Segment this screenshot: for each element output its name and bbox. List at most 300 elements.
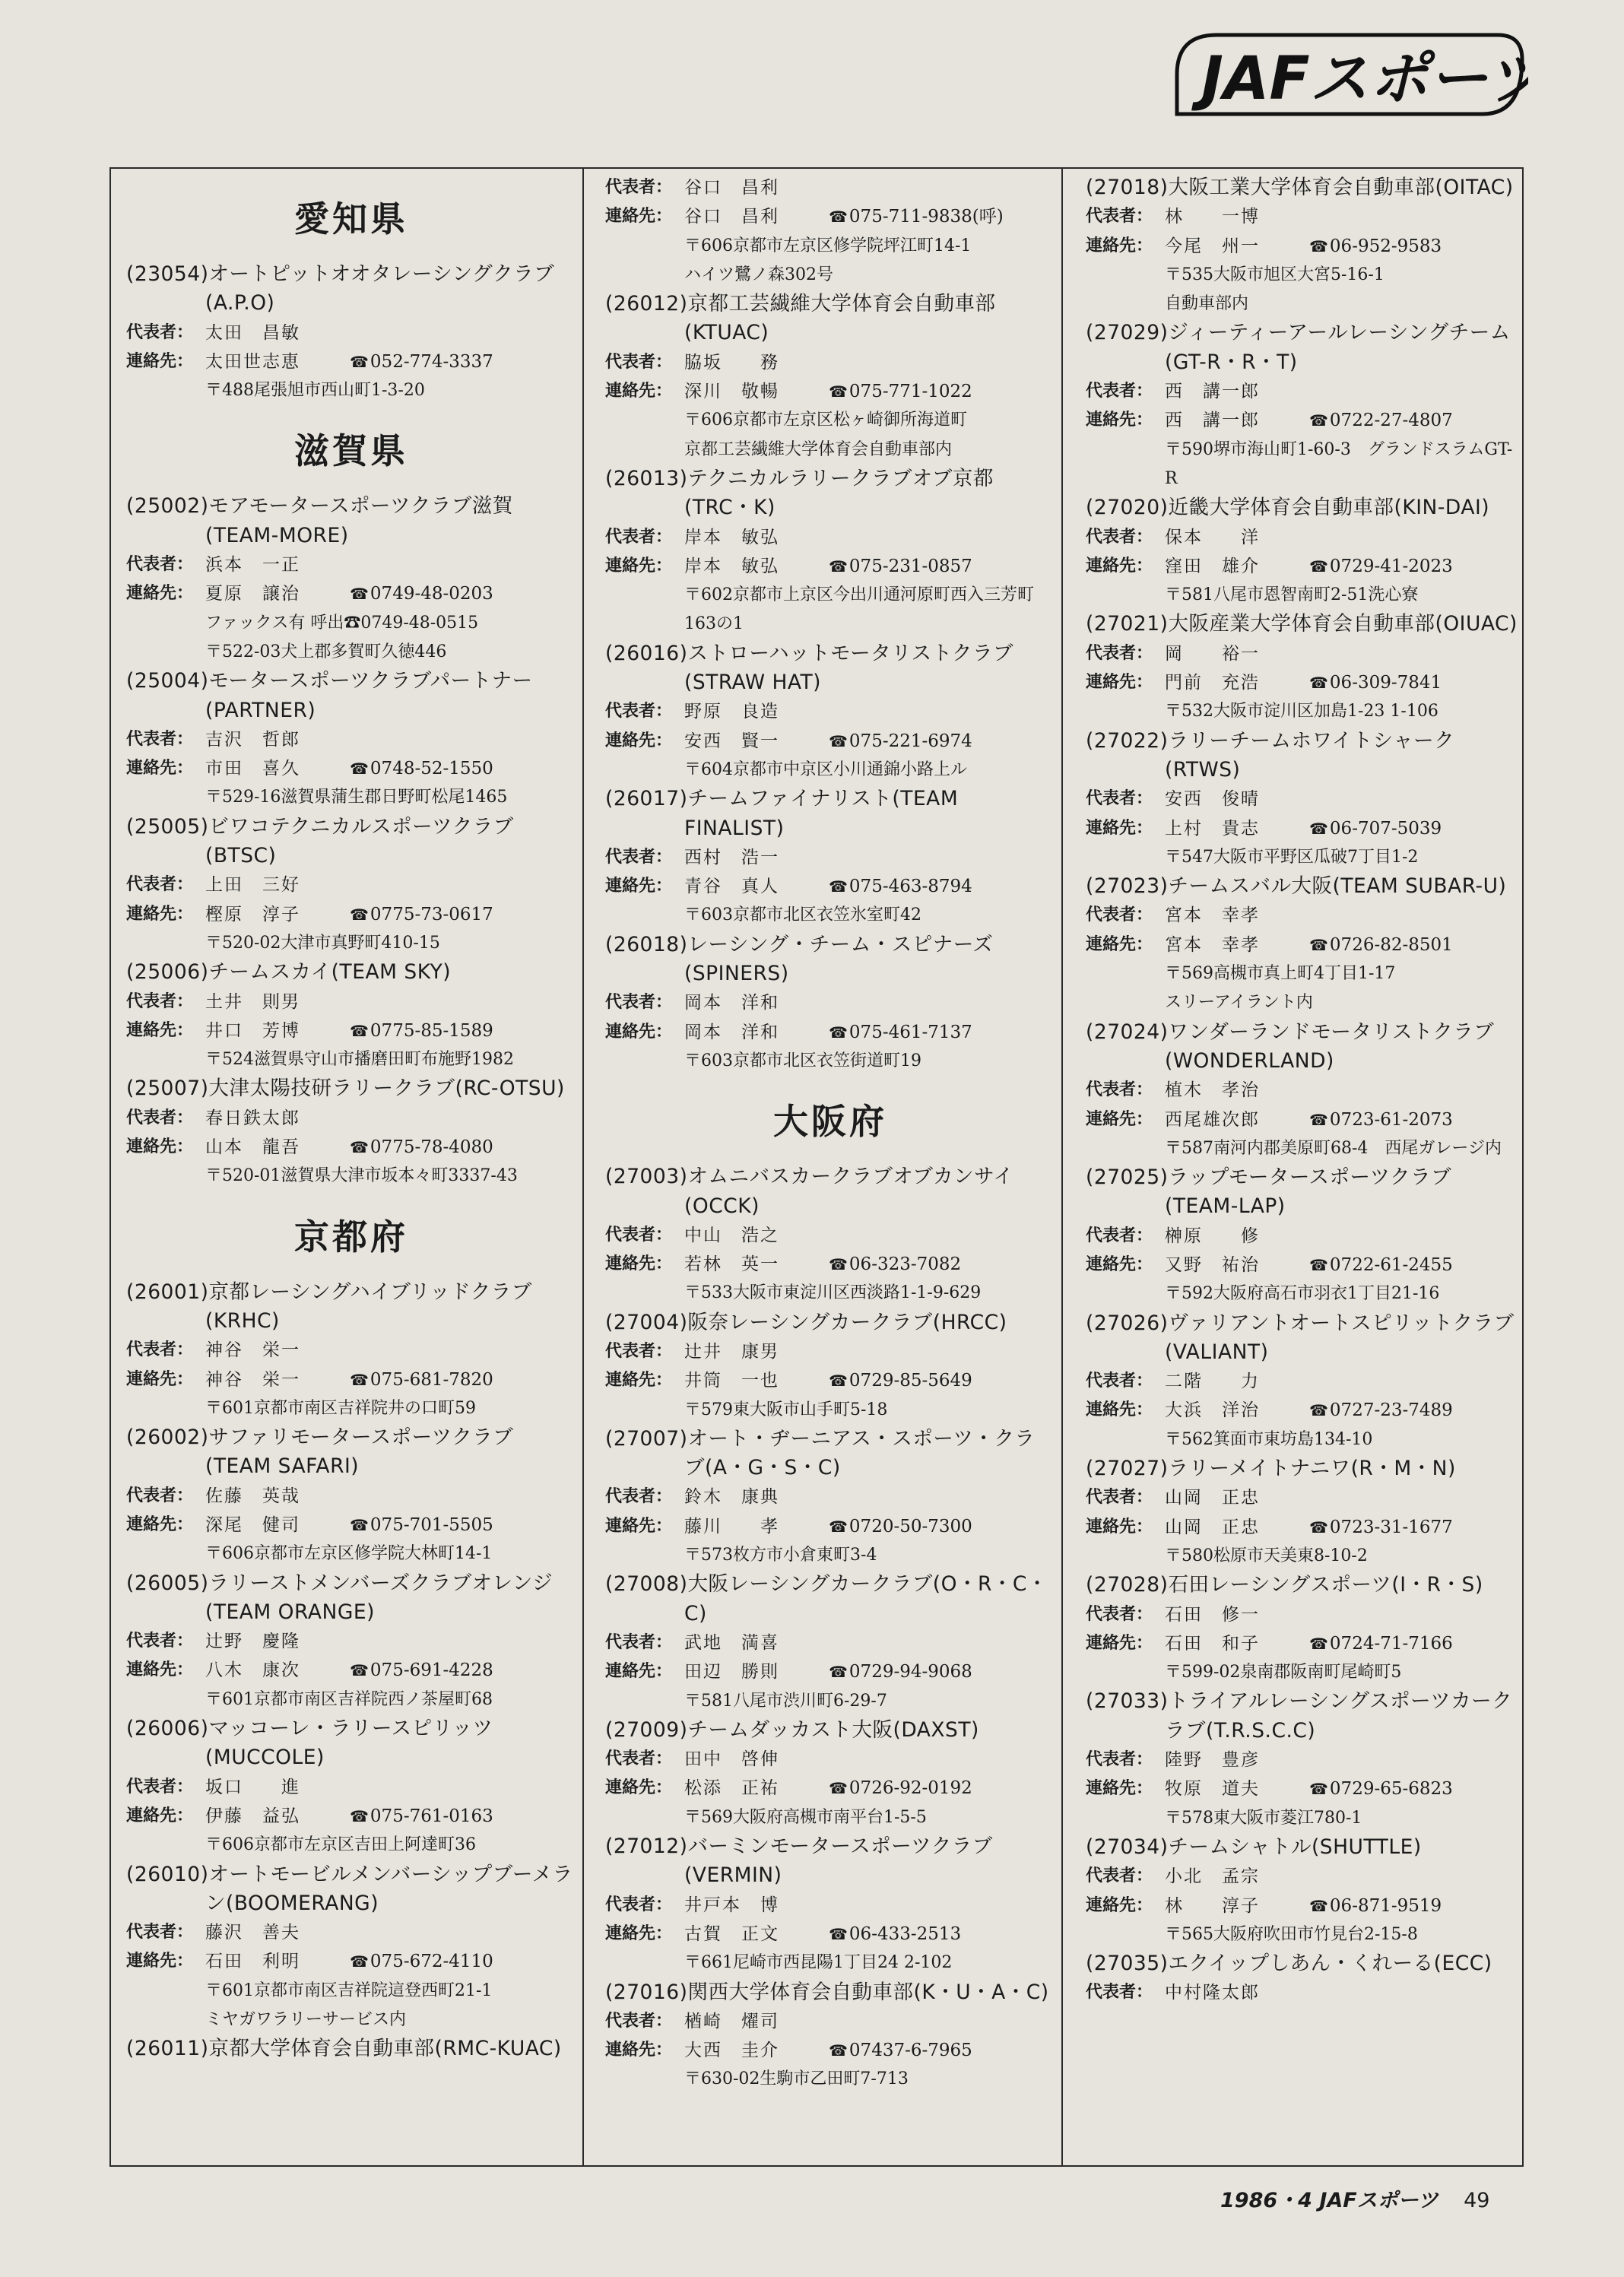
representative-label: 代表者： [126,555,194,575]
phone-number: ☎ 075-672-4110 [350,1947,493,1976]
representative-row [605,697,1055,726]
representative-label: 代表者： [1086,382,1153,401]
representative-row [1086,1483,1518,1512]
club-name: (27025)ラップモータースポーツクラブ(TEAM-LAP) [1086,1165,1452,1219]
representative-name: 谷口 昌利 [684,178,779,198]
address: 〒581八尾市恩智南町2-51洗心寮 [1165,585,1419,605]
representative-label: 代表者： [126,875,194,895]
phone-number: ☎ 0727-23-7489 [1309,1396,1453,1425]
club-name: (26002)サファリモータースポーツクラブ(TEAM SAFARI) [126,1426,514,1479]
contact-name: 太田世志恵 [205,351,300,372]
contact-row [1086,1892,1518,1920]
representative-label: 代表者： [126,1108,194,1127]
address: 〒520-01滋賀県大津市坂本々町3337-43 [205,1166,518,1186]
address: 〒587南河内郡美原町68-4 西尾ガレージ内 [1165,1138,1502,1158]
prefecture-heading: 滋賀県 [294,430,408,472]
phone-number: ☎ 0726-92-0192 [829,1774,972,1803]
representative-label: 代表者： [605,352,673,372]
club-entry [605,465,1055,639]
contact-name: 谷口 昌利 [684,207,779,227]
representative-row [1086,1367,1518,1396]
representative-name: 野原 良造 [684,702,779,722]
contact-label: 連絡先： [1086,1895,1153,1915]
representative-name: 鈴木 康典 [684,1487,779,1508]
representative-name: 辻井 康男 [684,1341,779,1362]
phone-number: ☎ 0775-73-0617 [350,900,493,929]
representative-label: 代表者： [605,847,673,867]
club-entry [605,1570,1055,1715]
club-entry [1086,727,1518,872]
address: 〒520-02大津市真野町410-15 [205,933,440,953]
address: 〒547大阪市平野区瓜破7丁目1-2 [1165,847,1419,867]
phone-number: ☎ 0720-50-7300 [829,1512,972,1541]
club-name: (27024)ワンダーランドモータリストクラブ(WONDERLAND) [1086,1020,1495,1073]
contact-label: 連絡先： [126,351,194,371]
club-entry [605,1308,1055,1425]
club-entry [605,1425,1055,1570]
representative-name: 太田 昌敏 [205,322,300,343]
contact-row [605,202,1055,231]
club-entry [1086,493,1518,610]
phone-number: ☎ 075-231-0857 [829,552,972,581]
club-name: (27028)石田レーシングスポーツ(I・R・S) [1086,1573,1483,1597]
club-entry [605,931,1055,1076]
club-name: (27016)関西大学体育会自動車部(K・U・A・C) [605,1980,1049,2004]
representative-name: 石田 修一 [1165,1604,1260,1625]
club-name: (26013)テクニカルラリークラブオブ京都(TRC・K) [605,466,994,520]
club-entry [1086,173,1518,319]
club-name: (25005)ビワコテクニカルスポーツクラブ(BTSC) [126,814,514,868]
club-name: (26006)マッコーレ・ラリースピリッツ(MUCCOLE) [126,1717,493,1770]
representative-name: 岡 裕一 [1165,643,1260,664]
club-entry [605,290,1055,465]
contact-row [126,579,576,608]
column-divider [582,169,584,2165]
address: 〒524滋賀県守山市播磨田町布施野1982 [205,1050,514,1070]
contact-name: 深川 敬暢 [684,382,779,402]
club-entry [1086,319,1518,493]
representative-label: 代表者： [1086,1866,1153,1886]
address: 〒603京都市北区衣笠街道町19 [684,1051,921,1070]
contact-name: 石田 利明 [205,1952,300,1972]
address: 〒599-02泉南郡阪南町尾崎町5 [1165,1663,1402,1682]
address: 〒602京都市上京区今出川通河原町西入三芳町163の1 [684,585,1034,634]
contact-name: 大浜 洋治 [1165,1400,1260,1421]
footer-magazine: JAFスポーツ [1319,2189,1438,2212]
contact-name: 若林 英一 [684,1254,779,1275]
phone-number: ☎ 0724-71-7166 [1309,1629,1453,1658]
contact-label: 連絡先： [605,1516,673,1536]
representative-label: 代表者： [1086,1604,1153,1624]
representative-name: 楢崎 燿司 [684,2011,779,2031]
club-entry [126,1569,576,1714]
representative-label: 代表者： [605,1632,673,1652]
contact-label: 連絡先： [1086,1400,1153,1420]
phone-number: ☎ 0729-85-5649 [829,1366,972,1395]
contact-name: 大西 圭介 [684,2041,779,2061]
club-name: (25007)大津太陽技研ラリークラブ(RC-OTSU) [126,1077,565,1101]
address: 〒535大阪市旭区大宮5-16-1 自動車部内 [1165,265,1385,314]
phone-number: ☎ 0729-65-6823 [1309,1774,1453,1803]
contact-row [605,1018,1055,1047]
representative-row [605,1337,1055,1366]
logo-text: JAFスポーツ [1201,45,1528,113]
contact-row [126,1365,576,1394]
address: 〒601京都市南区吉祥院西ノ茶屋町68 [205,1689,493,1709]
club-entry [126,1074,576,1191]
representative-name: 上田 三好 [205,875,300,896]
phone-number: ☎ 06-309-7841 [1309,668,1442,697]
contact-label: 連絡先： [126,904,194,924]
contact-label: 連絡先： [605,877,673,896]
contact-label: 連絡先： [126,1806,194,1825]
club-name: (26010)オートモービルメンバーシップブーメラン(BOOMERANG) [126,1862,573,1915]
phone-number: ☎ 06-707-5039 [1309,814,1442,843]
representative-row [1086,901,1518,930]
address: 〒601京都市南区吉祥院井の口町59 [205,1398,476,1418]
prefecture-heading: 京都府 [294,1216,408,1257]
club-name: (27020)近畿大学体育会自動車部(KIN-DAI) [1086,496,1490,520]
address: 〒569大阪府高槻市南平台1-5-5 [684,1807,927,1827]
club-name: (23054)オートピットオオタレーシングクラブ(A.P.O) [126,262,555,316]
phone-number: ☎ 075-463-8794 [829,872,972,901]
club-entry [126,260,576,405]
contact-label: 連絡先： [605,207,673,227]
contact-row [1086,552,1518,581]
representative-row [126,1482,576,1511]
contact-name: 古賀 正文 [684,1923,779,1944]
representative-name: 武地 満喜 [684,1632,779,1653]
contact-row [605,727,1055,756]
contact-name: 樫原 淳子 [205,904,300,924]
representative-label: 代表者： [1086,1750,1153,1770]
phone-number: ☎ 075-221-6974 [829,727,972,756]
representative-name: 中村隆太郎 [1165,1983,1260,2003]
contact-name: 井筒 一也 [684,1371,779,1391]
phone-number: ☎ 0722-27-4807 [1309,406,1453,435]
page-footer [1220,2183,1489,2213]
contact-label: 連絡先： [126,1660,194,1680]
representative-row [126,988,576,1016]
representative-label: 代表者： [1086,1488,1153,1508]
contact-row [1086,1105,1518,1134]
contact-row [126,1133,576,1162]
club-name: (27021)大阪産業大学体育会自動車部(OIUAC) [1086,612,1518,636]
contact-label: 連絡先： [605,1923,673,1943]
representative-row [126,725,576,754]
club-name: (27009)チームダッカスト大阪(DAXST) [605,1717,979,1742]
phone-number: ☎ 0729-94-9068 [829,1657,972,1686]
representative-name: 保本 洋 [1165,527,1260,547]
club-entry [126,667,576,812]
representative-label: 代表者： [126,1923,194,1942]
club-name: (27012)バーミンモータースポーツクラブ(VERMIN) [605,1835,993,1888]
phone-number: ☎ 075-771-1022 [829,377,972,406]
address: 〒579東大阪市山手町5-18 [684,1400,888,1419]
representative-row [605,1628,1055,1657]
address: 〒604京都市中京区小川通錦小路上ル [684,760,967,779]
address: 〒529-16滋賀県蒲生郡日野町松尾1465 [205,788,508,807]
club-entry [126,492,576,667]
contact-label: 連絡先： [126,1020,194,1040]
club-entry [126,1714,576,1860]
address: 〒580松原市天美東8-10-2 [1165,1546,1368,1565]
club-entry [1086,1833,1518,1949]
contact-label: 連絡先： [605,1778,673,1798]
address: 〒592大阪府高石市羽衣1丁目21-16 [1165,1284,1440,1304]
contact-label: 連絡先： [126,1514,194,1534]
contact-name: 田辺 勝則 [684,1662,779,1682]
club-name: (25004)モータースポーツクラブパートナー(PARTNER) [126,669,533,722]
representative-row [1086,377,1518,406]
club-entry [605,785,1055,930]
phone-number: ☎ 075-681-7820 [350,1365,493,1394]
contact-row [605,1250,1055,1279]
contact-name: 林 淳子 [1165,1895,1260,1916]
contact-row [1086,1513,1518,1542]
club-entry [126,1423,576,1568]
contact-name: 岸本 敏弘 [684,556,779,576]
representative-label: 代表者： [1086,1226,1153,1245]
contact-label: 連絡先： [605,2041,673,2060]
contact-label: 連絡先： [605,731,673,750]
phone-number: ☎ 075-461-7137 [829,1018,972,1047]
representative-label: 代表者： [126,1486,194,1505]
column-divider [1061,169,1063,2165]
contact-name: 深尾 健司 [205,1514,300,1535]
address: 〒630-02生駒市乙田町7-713 [684,2069,909,2089]
phone-number: ☎ 0775-85-1589 [350,1016,493,1045]
representative-row [126,871,576,899]
contact-row [605,1366,1055,1395]
club-entry [605,639,1055,785]
representative-row [126,550,576,579]
representative-label: 代表者： [126,1777,194,1797]
representative-row [1086,1862,1518,1891]
address: 〒581八尾市渋川町6-29-7 [684,1691,887,1711]
contact-label: 連絡先： [605,382,673,401]
prefecture-heading: 愛知県 [294,198,408,239]
contact-name: 上村 貴志 [1165,818,1260,839]
phone-number: ☎ 0723-31-1677 [1309,1513,1453,1542]
phone-number: ☎ 0726-82-8501 [1309,931,1453,959]
directory-column-2 [605,173,1055,2165]
address: ファックス有 呼出☎0749-48-0515 〒522-03犬上郡多賀町久徳446 [205,613,479,661]
contact-label: 連絡先： [1086,556,1153,576]
club-name: (27018)大阪工業大学体育会自動車部(OITAC) [1086,176,1514,199]
representative-name: 佐藤 英哉 [205,1486,300,1506]
representative-name: 安西 俊晴 [1165,789,1260,810]
representative-label: 代表者： [605,1749,673,1769]
phone-number: ☎ 06-323-7082 [829,1250,961,1279]
club-name: (27023)チームスバル大阪(TEAM SUBAR-U) [1086,874,1507,899]
representative-name: 脇坂 務 [684,352,779,373]
representative-name: 岸本 敏弘 [684,527,779,547]
representative-label: 代表者： [1086,1372,1153,1391]
representative-row [1086,1222,1518,1251]
club-name: (26005)ラリーストメンバーズクラブオレンジ(TEAM ORANGE) [126,1571,553,1624]
club-name: (27034)チームシャトル(SHUTTLE) [1086,1835,1422,1859]
representative-name: 西村 浩一 [684,847,779,867]
contact-label: 連絡先： [605,556,673,576]
representative-name: 西 講一郎 [1165,382,1260,402]
contact-row [126,900,576,929]
contact-name: 藤川 孝 [684,1516,779,1536]
contact-label: 連絡先： [126,584,194,604]
phone-number: ☎ 075-761-0163 [350,1802,493,1831]
contact-label: 連絡先： [126,1952,194,1971]
contact-row [605,2036,1055,2065]
club-entry [1086,1687,1518,1832]
contact-name: 山岡 正忠 [1165,1517,1260,1537]
contact-row [605,1920,1055,1949]
representative-row [605,988,1055,1017]
contact-row [605,872,1055,901]
representative-name: 榊原 修 [1165,1226,1260,1246]
phone-number: ☎ 06-433-2513 [829,1920,961,1949]
representative-name: 岡本 洋和 [684,993,779,1013]
club-name: (27003)オムニバスカークラブオブカンサイ(OCCK) [605,1165,1014,1218]
representative-row [126,1627,576,1656]
club-name: (27008)大阪レーシングカークラブ(O・R・C・C) [605,1572,1048,1625]
representative-row [1086,1978,1518,2007]
club-name: (26012)京都工芸繊維大学体育会自動車部(KTUAC) [605,292,996,345]
logo-graphic [1171,29,1528,120]
representative-name: 小北 孟宗 [1165,1866,1260,1887]
club-name: (26018)レーシング・チーム・スピナーズ(SPINERS) [605,932,994,986]
contact-label: 連絡先： [126,759,194,779]
representative-row [1086,1746,1518,1774]
contact-label: 連絡先： [1086,1633,1153,1653]
address: 〒606京都市左京区松ヶ崎御所海道町 京都工芸繊維大学体育会自動車部内 [684,411,967,459]
contact-row [1086,668,1518,697]
directory-frame [109,167,1524,2167]
address: 〒533大阪市東淀川区西淡路1-1-9-629 [684,1283,982,1303]
club-name: (26017)チームファイナリスト(TEAM FINALIST) [605,787,959,840]
contact-row [605,1774,1055,1803]
representative-name: 中山 浩之 [684,1225,779,1245]
representative-row [1086,639,1518,668]
phone-number: ☎ 0723-61-2073 [1309,1105,1453,1134]
contact-row [126,1016,576,1045]
contact-row [1086,814,1518,843]
representative-name: 土井 則男 [205,991,300,1012]
representative-name: 林 一博 [1165,207,1260,227]
phone-number: ☎ 075-711-9838(呼) [829,202,1004,231]
contact-name: 石田 和子 [1165,1633,1260,1654]
phone-number: ☎ 06-952-9583 [1309,232,1442,261]
contact-label: 連絡先： [1086,1254,1153,1274]
club-name: (27029)ジィーティーアールレーシングチーム(GT-R・R・T) [1086,321,1511,374]
club-entry [126,958,576,1074]
club-entry [1086,1949,1518,2008]
club-entry [605,1978,1055,2095]
representative-row [605,1891,1055,1920]
address: 〒606京都市左京区吉田上阿達町36 [205,1835,476,1855]
club-entry [605,1716,1055,1832]
representative-name: 井戸本 博 [684,1895,779,1915]
contact-row [1086,1396,1518,1425]
phone-number: ☎ 0775-78-4080 [350,1133,493,1162]
contact-row [126,1947,576,1976]
representative-row [1086,1076,1518,1105]
club-name: (25002)モアモータースポーツクラブ滋賀(TEAM-MORE) [126,494,513,547]
contact-row [126,347,576,376]
contact-row [605,1512,1055,1541]
representative-row [1086,785,1518,813]
contact-row [1086,406,1518,435]
representative-row [126,1104,576,1133]
contact-row [1086,232,1518,261]
representative-row [605,1483,1055,1511]
contact-row [126,1656,576,1685]
representative-label: 代表者： [605,2011,673,2031]
phone-number: ☎ 0748-52-1550 [350,754,493,783]
representative-row [1086,202,1518,231]
page-number: 49 [1464,2189,1490,2212]
contact-row [605,377,1055,406]
representative-label: 代表者： [1086,207,1153,227]
contact-row [1086,1774,1518,1803]
representative-label: 代表者： [605,178,673,197]
contact-label: 連絡先： [605,1371,673,1391]
contact-row [605,552,1055,581]
club-entry [1086,1571,1518,1687]
club-entry [126,813,576,958]
representative-name: 辻野 慶隆 [205,1632,300,1652]
contact-name: 山本 龍吾 [205,1137,300,1158]
club-entry [126,2034,576,2063]
club-name: (27035)エクイップしあん・くれーる(ECC) [1086,1952,1492,1976]
representative-name: 春日鉄太郎 [205,1108,300,1128]
contact-label: 連絡先： [1086,236,1153,255]
representative-name: 植木 孝治 [1165,1080,1260,1101]
representative-name: 宮本 幸孝 [1165,905,1260,926]
representative-label: 代表者： [126,1632,194,1651]
club-name: (27026)ヴァリアントオートスピリットクラブ(VALIANT) [1086,1311,1515,1364]
contact-name: 安西 賢一 [684,731,779,751]
contact-label: 連絡先： [1086,818,1153,838]
address: 〒573枚方市小倉東町3-4 [684,1546,877,1565]
address: 〒606京都市左京区修学院坪江町14-1 ハイツ鷺ノ森302号 [684,236,972,284]
contact-name: 市田 喜久 [205,759,300,779]
address: 〒606京都市左京区修学院大林町14-1 [205,1544,493,1564]
representative-label: 代表者： [605,1487,673,1507]
contact-label: 連絡先： [1086,934,1153,954]
representative-label: 代表者： [1086,1080,1153,1100]
club-entry [605,173,1055,290]
club-name: (27022)ラリーチームホワイトシャーク(RTWS) [1086,728,1455,782]
representative-row [605,348,1055,377]
representative-label: 代表者： [1086,789,1153,809]
representative-name: 浜本 一正 [205,555,300,576]
club-name: (27033)トライアルレーシングスポーツカークラブ(T.R.S.C.C) [1086,1689,1513,1743]
representative-name: 吉沢 哲郎 [205,729,300,750]
contact-name: 夏原 譲治 [205,584,300,604]
representative-row [605,1221,1055,1250]
contact-row [605,1657,1055,1686]
contact-label: 連絡先： [605,1662,673,1682]
contact-row [126,1802,576,1831]
representative-label: 代表者： [1086,643,1153,663]
contact-name: 井口 芳博 [205,1020,300,1041]
contact-name: 神谷 栄一 [205,1369,300,1390]
contact-row [1086,1629,1518,1658]
address: 〒532大阪市淀川区加島1-23 1-106 [1165,702,1438,721]
address: 〒569高槻市真上町4丁目1-17 スリーアイラント内 [1165,964,1396,1013]
representative-row [1086,1600,1518,1629]
contact-name: 岡本 洋和 [684,1022,779,1042]
